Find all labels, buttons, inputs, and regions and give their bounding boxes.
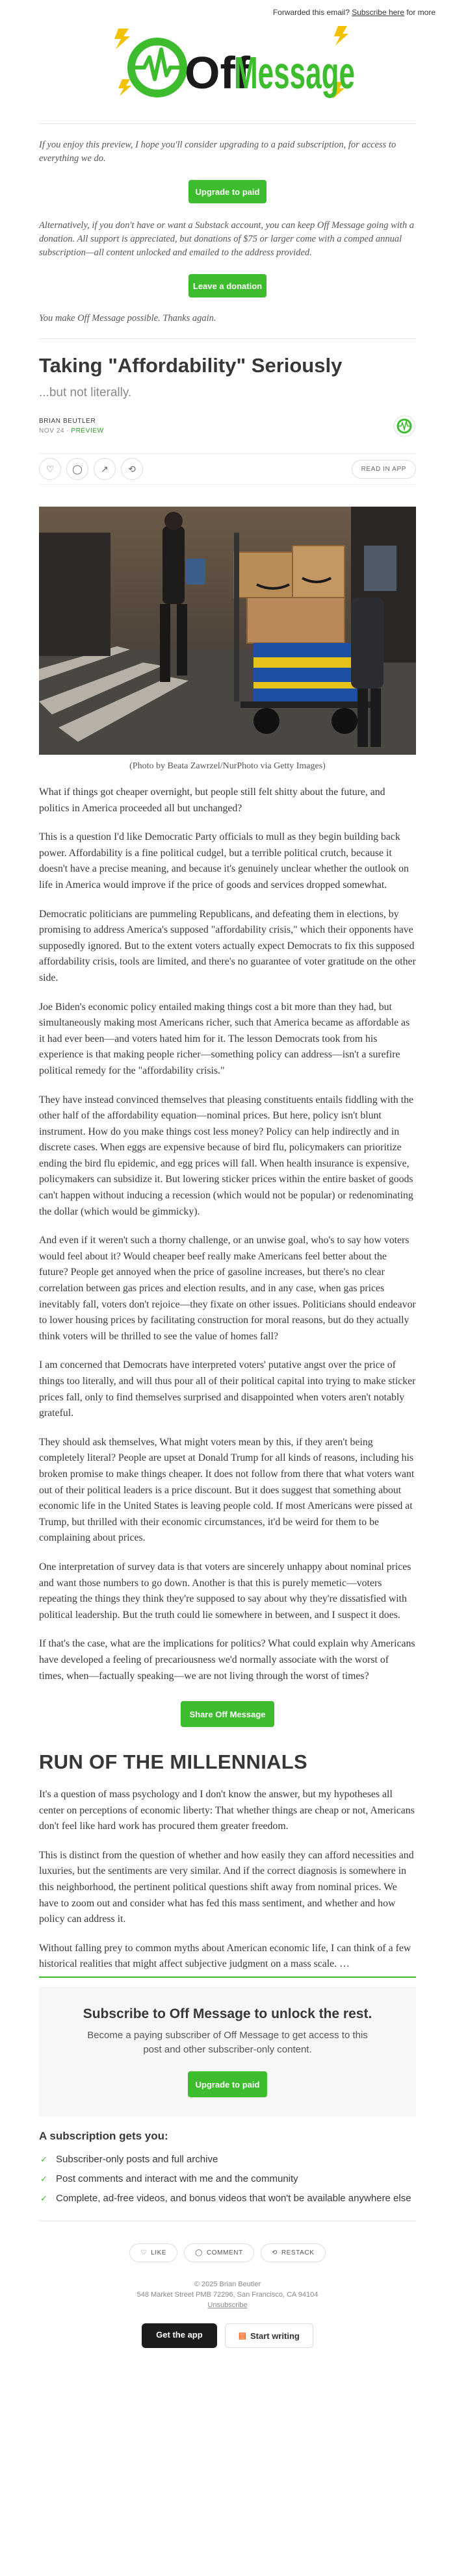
forwarded-suffix: for more — [406, 8, 436, 17]
unsubscribe-link[interactable]: Unsubscribe — [207, 2301, 248, 2310]
body-paragraph: If that's the case, what are the implications for politics? What could explain why Americans have developed a feeling of precariousness we'd normally associate with the worst of times, when—factually speaking—we are not living through the worst of times? — [39, 1638, 415, 1682]
benefit-item — [39, 2192, 416, 2205]
bolt-right-top-icon — [334, 26, 348, 45]
promo-block — [39, 138, 416, 325]
body-paragraph: I am concerned that Democrats have interpreted voters' putative angst over the price of things too literally, and will thus pour all of their political capital into trying to make sticker prices fall, only to find themselves surprised and disappointed when voters aren't notably grateful. — [39, 1359, 416, 1419]
section-heading: RUN OF THE MILLENNIALS — [39, 1750, 308, 1774]
paywall-text: Become a paying subscriber of Off Message to get access to this post and other subscriber-only content. — [87, 2030, 368, 2056]
check-icon: ✓ — [40, 2193, 47, 2204]
forwarded-line — [0, 0, 455, 19]
heart-icon: ♡ — [140, 2249, 148, 2257]
check-icon: ✓ — [40, 2174, 47, 2184]
promo-thanks: You make Off Message possible. Thanks again. — [39, 313, 216, 323]
share-button[interactable] — [94, 458, 116, 480]
substack-icon: ▤ — [238, 2330, 246, 2341]
promo-intro: If you enjoy this preview, I hope you'll consider upgrading to a paid subscription, for access to everything we do. — [39, 140, 396, 164]
heart-icon: ♡ — [46, 463, 55, 474]
bolt-left-top-icon — [114, 29, 130, 49]
post-actions-bar — [39, 453, 416, 485]
benefit-text: Complete, ad-free videos, and bonus videos that won't be available anywhere else — [56, 2193, 411, 2204]
comment-icon: ◯ — [195, 2249, 203, 2257]
share-off-message-button[interactable]: Share Off Message — [181, 1701, 274, 1727]
hero-image[interactable] — [39, 507, 416, 755]
paywall-box — [39, 1987, 416, 2117]
get-the-app-button[interactable]: Get the app — [142, 2323, 217, 2348]
benefit-text: Post comments and interact with me and the community — [56, 2173, 298, 2185]
restack-icon: ⟲ — [271, 2249, 278, 2257]
body-paragraph: This is distinct from the question of whether and how easily they can afford necessities and luxuries, but the sentiments are very similar. And if the correct diagnosis is somewhere in this neighborhood, the pertinent political questions shift away from nominal prices. We have to zoom out and consider what has fed this mass sentiment, and whether and how policy can address it. — [39, 1849, 414, 1925]
post-subtitle: ...but not literally. — [39, 386, 132, 399]
post-date: NOV 24 ∙ PREVIEW — [39, 427, 104, 435]
restack-label: RESTACK — [281, 2249, 315, 2257]
address: 548 Market Street PMB 72296, San Francisco, CA 94104 — [136, 2291, 318, 2299]
bolt-left-bottom-icon — [118, 79, 131, 96]
read-in-app-button[interactable]: READ IN APP — [352, 460, 416, 479]
body-paragraph: And even if it weren't such a thorny challenge, or an unwise goal, who's to say how voters would feel about it? Would cheaper beef really make Americans feel better about the future? People get annoyed when the price of gasoline increases, but there's no clear correlation between gas prices and election results, and in any case, when gas prices inevitably fall, voters don't rejoice—they fixate on other issues. Politicians should endeavor to lower housing prices by facilitating construction for moral reasons, but do they actually think voters will be thrilled to see the value of homes fall? — [39, 1235, 416, 1342]
like-button[interactable] — [39, 458, 61, 480]
body-paragraph: They should ask themselves, What might voters mean by this, if they aren't being completely literal? People are upset at Donald Trump for all kinds of reasons, including his broken promise to make things cheaper. It does not follow from there that what voters want out of their political leaders is a price discount. But it does suggest that something about economic life in the United States is leaving people cold. If most Americans were pissed at Trump, but thrilled with their economic circumstances, it'd be weird for them to be complaining about prices. — [39, 1436, 415, 1544]
paywall-divider — [39, 1976, 416, 1978]
author-name[interactable]: BRIAN BEUTLER — [39, 418, 96, 425]
upgrade-to-paid-button[interactable]: Upgrade to paid — [188, 180, 266, 203]
forwarded-prefix: Forwarded this email? — [272, 8, 350, 17]
app-buttons — [39, 2323, 416, 2355]
publication-avatar-icon[interactable] — [393, 414, 416, 438]
footer-actions — [39, 2243, 416, 2262]
subscribe-link[interactable]: Subscribe here — [352, 8, 404, 17]
leave-donation-button[interactable]: Leave a donation — [188, 274, 266, 297]
start-writing-button[interactable] — [225, 2323, 313, 2348]
comment-button[interactable] — [66, 458, 88, 480]
preview-badge: PREVIEW — [71, 427, 104, 435]
benefit-item — [39, 2153, 416, 2166]
paywall-upgrade-button[interactable]: Upgrade to paid — [188, 2071, 267, 2097]
start-writing-label: Start writing — [250, 2330, 300, 2341]
benefits-title: A subscription gets you: — [39, 2130, 168, 2143]
benefit-text: Subscriber-only posts and full archive — [56, 2154, 218, 2166]
body-paragraph: One interpretation of survey data is that voters are sincerely unhappy about nominal prices and want those numbers to go down. Another is that this is purely memetic—voters repeating the things they think they're supposed to say about why they're dissatisfied with political leadership. But the truth could lie somewhere in between, and I suspect it does. — [39, 1561, 411, 1621]
body-paragraph: Democratic politicians are pummeling Republicans, and defeating them in elections, by promising to address America's supposed "affordability crisis," which their opponents have supposedly ignored. But to the extent voters actually expect Democrats to fix this supposed affordability crisis, tools are limited, and there's no guarantee of voter gratitude on the other side. — [39, 908, 416, 983]
footer-info — [39, 2279, 416, 2310]
restack-icon: ⟲ — [128, 463, 136, 474]
body-paragraph: Without falling prey to common myths about American economic life, I can think of a few historical realities that might affect subjective judgment on a mass scale. … — [39, 1942, 411, 1970]
post-title[interactable]: Taking "Affordability" Seriously — [39, 354, 343, 377]
check-icon: ✓ — [40, 2154, 47, 2165]
promo-alt-text: Alternatively, if you don't have or want a Substack account, you can keep Off Message going with a donation. All support is appreciated, but donations of $75 or larger come with a comped annual subscription—all content unlocked and emailed to the address provided. — [39, 220, 414, 258]
benefit-item — [39, 2173, 416, 2186]
post-body — [39, 785, 416, 1684]
copyright: © 2025 Brian Beutler — [194, 2280, 261, 2289]
logo-text-off: Off — [185, 47, 251, 98]
footer-restack-button[interactable] — [261, 2243, 326, 2262]
heartbeat-line — [134, 49, 181, 79]
footer-comment-button[interactable] — [184, 2243, 254, 2262]
divider — [39, 123, 416, 124]
body-paragraph: They have instead convinced themselves that pleasing constituents entails fiddling with the other half of the affordability equation—nominal prices. But here, policy isn't blunt instrument. How do you make things cost less money? Policy can help indirectly and in discrete cases. When eggs are expensive because of bird flu, policymakers can prioritize ending the bird flu epidemic, and egg prices will fall. When health insurance is expensive, policymakers can subsidize it. But lowering sticker prices within the entire basket of goods can't happen without inducing a recession (which would not be popular) or redenominating the dollar (which would be gimmicky). — [39, 1094, 414, 1217]
like-label: LIKE — [151, 2249, 167, 2257]
benefits-list — [39, 2117, 416, 2205]
body-paragraph: What if things got cheaper overnight, but people still felt shitty about the future, and politics in America proceeded all but unchanged? — [39, 787, 385, 814]
logo-text-message: Message — [234, 47, 355, 98]
body-paragraph: This is a question I'd like Democratic Party officials to mull as they begin building back power. Affordability is a fine political cudgel, but a terrible political crutch, because it doesn't have a precise meaning, and because it's genuinely unclear whether the outlook on life in America would improve if the price of goods and services dropped somewhat. — [39, 831, 409, 890]
image-caption: (Photo by Beata Zawrzel/NurPhoto via Getty Images) — [129, 761, 326, 771]
hero-photo-illustration — [39, 507, 416, 755]
body-paragraph: It's a question of mass psychology and I don't know the answer, but my hypotheses all center on perceptions of economic liberty: That whether things are cheap or not, Americans don't feel like hard work has procured them greater freedom. — [39, 1789, 415, 1832]
date-text: NOV 24 — [39, 427, 65, 435]
restack-button[interactable] — [121, 458, 143, 480]
divider — [39, 338, 416, 339]
comment-icon: ◯ — [72, 463, 83, 474]
comment-label: COMMENT — [206, 2249, 243, 2257]
body-paragraph: Joe Biden's economic policy entailed making things cost a bit more than they had, but simultaneously making most Americans richer, such that America became as affordable as it had ever been—and voters hated him for it. The lesson Democrats took from his experience is that making people richer—something policy can address—isn't a surefire political remedy for the "affordability crisis." — [39, 1001, 410, 1076]
share-icon: ↗ — [101, 463, 109, 474]
logo-graphic — [104, 19, 364, 117]
byline — [39, 414, 416, 438]
section-body — [39, 1787, 416, 1973]
paywall-heading: Subscribe to Off Message to unlock the rest. — [83, 2006, 372, 2022]
brand-logo[interactable] — [39, 19, 416, 117]
footer-like-button[interactable] — [129, 2243, 177, 2262]
